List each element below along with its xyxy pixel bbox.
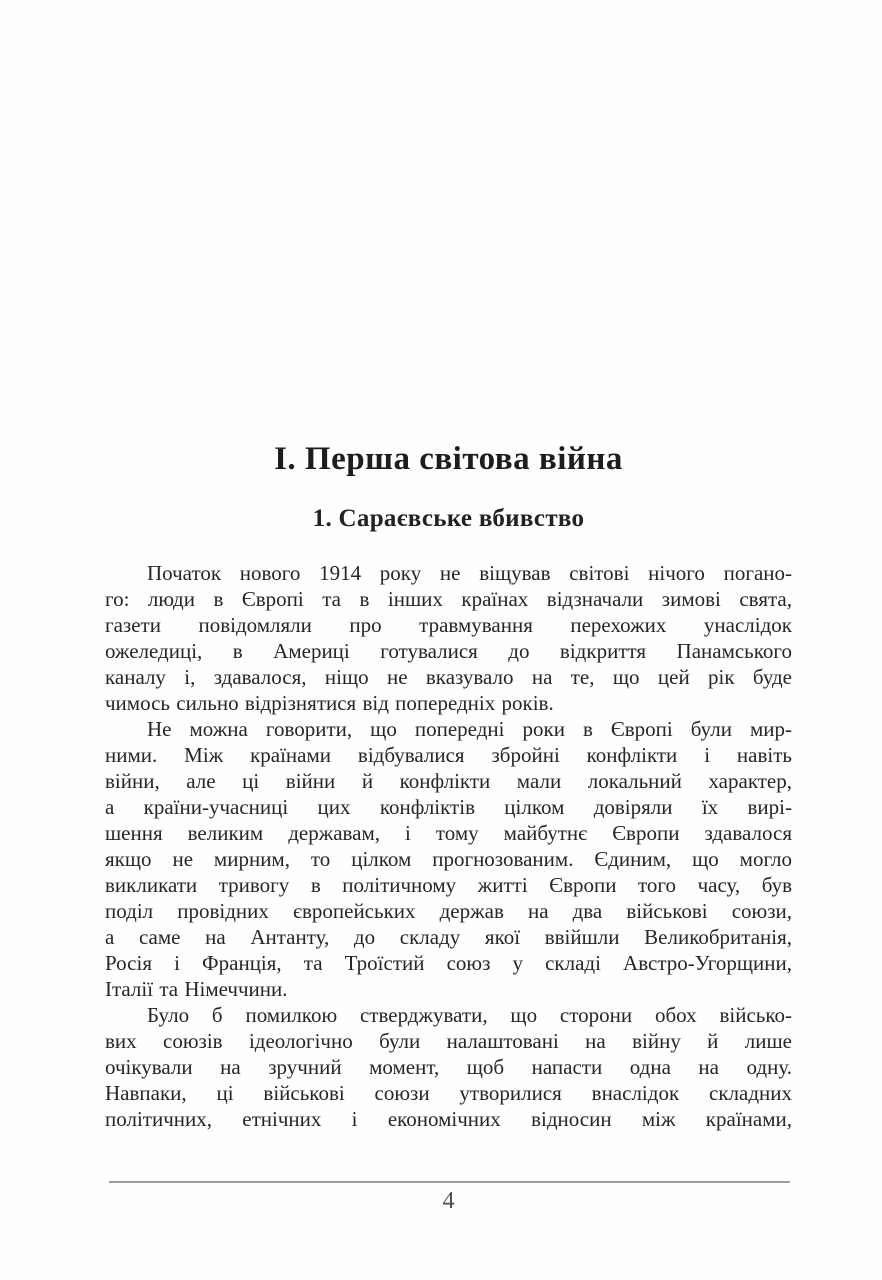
text-line: шення великим державам, і тому майбутнє Європи здавалося [105, 821, 792, 845]
text-line: вих союзів ідеологічно були налаштовані на війну й лише [105, 1029, 792, 1053]
text-line: чимось сильно відрізнятися від попередніх років. [105, 691, 554, 715]
text-line: ними. Між країнами відбувалися збройні конфлікти і навіть [105, 743, 792, 767]
text-column [105, 0, 792, 1280]
text-line: Росія і Франція, та Троїстий союз у складі Австро-Угорщини, [105, 951, 792, 975]
text-line: поділ провідних європейських держав на два військові союзи, [105, 899, 792, 923]
chapter-title: І. Перша світова війна [274, 441, 623, 477]
text-line: го: люди в Європі та в інших країнах відзначали зимові свята, [105, 587, 792, 611]
text-line: війни, але ці війни й конфлікти мали локальний характер, [105, 769, 792, 793]
text-line: Італії та Німеччини. [105, 977, 288, 1001]
text-line: Початок нового 1914 року не віщував світові нічого погано- [147, 561, 792, 585]
text-line: викликати тривогу в політичному житті Європи того часу, був [105, 873, 792, 897]
paragraph [105, 1002, 792, 1132]
paragraph [105, 560, 792, 716]
text-line: Було б помилкою стверджувати, що сторони обох військо- [147, 1003, 792, 1027]
text-line: ожеледиці, в Америці готувалися до відкриття Панамського [105, 639, 792, 663]
page-body [105, 560, 792, 1132]
text-line: газети повідомляли про травмування перехожих унаслідок [105, 613, 792, 637]
page-number: 4 [442, 1188, 455, 1214]
text-line: очікували на зручний момент, щоб напасти одна на одну. [105, 1055, 792, 1079]
footer-rule [109, 1181, 790, 1183]
text-line: Навпаки, ці військові союзи утворилися внаслідок складних [105, 1081, 792, 1105]
text-line: каналу і, здавалося, ніщо не вказувало на те, що цей рік буде [105, 665, 792, 689]
text-line: Не можна говорити, що попередні роки в Європі були мир- [147, 717, 792, 741]
text-line: якщо не мирним, то цілком прогнозованим. Єдиним, що могло [105, 847, 792, 871]
section-title: 1. Сараєвське вбивство [312, 505, 585, 532]
text-line: а країни-учасниці цих конфліктів цілком довіряли їх вирі- [105, 795, 792, 819]
text-line: а саме на Антанту, до складу якої ввійшли Великобританія, [105, 925, 792, 949]
paragraph [105, 716, 792, 1002]
text-line: політичних, етнічних і економічних відносин між країнами, [105, 1107, 792, 1131]
